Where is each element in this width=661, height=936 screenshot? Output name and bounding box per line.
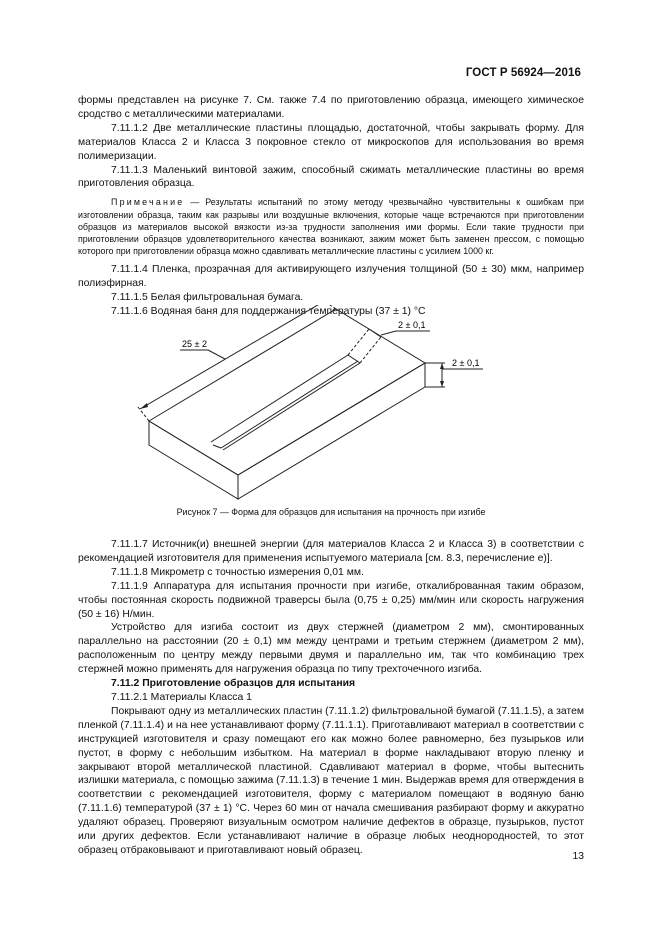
length-ext-2 [318, 305, 336, 309]
slot-edge-4 [213, 445, 221, 448]
mold-right-face [238, 363, 425, 499]
slot-edge-1 [211, 355, 348, 442]
paragraph-7-11-1-2: 7.11.1.2 Две металлические пластины площадью, достаточной, чтобы закрывать форму. Для материалов Класса 2 и Класса 3 покровное стекло от микроскопов для использования во время полимеризации. [78, 122, 584, 162]
dim-height-label: 2 ± 0,1 [452, 358, 480, 368]
note-paragraph [78, 196, 584, 257]
length-dim-line [140, 305, 328, 409]
paragraph-7-11-1-7: 7.11.1.7 Источник(и) внешней энергии (для материалов Класса 2 и Класса 3) в соответствии с рекомендацией изготовителя для применения испытуемого материала [см. 8.3, перечисление е)]. [78, 539, 584, 564]
mold-front-face [149, 421, 238, 499]
paragraph-7-11-1-9: 7.11.1.9 Аппаратура для испытания прочности при изгибе, откалиброванная таким образом, чтобы постоянная скорость подвижной траверсы была (0,75 ± 0,25) мм/мин или скорость нагружения (50 ± 16) Н/мин. [78, 580, 584, 620]
paragraph-7-11-1-5: 7.11.1.5 Белая фильтровальная бумага. [111, 292, 304, 304]
width-leader [381, 331, 396, 335]
height-arrow-bottom [440, 381, 444, 387]
length-ext-1 [138, 407, 149, 421]
paragraph-7-11-1-4: 7.11.1.4 Пленка, прозрачная для активирующего излучения толщиной (50 ± 30) мкм, например полиэфирная. [78, 264, 584, 290]
slot-edge-3 [223, 363, 360, 450]
paragraph-class1-procedure: Покрывают одну из металлических пластин (7.11.1.2) фильтровальной бумагой (7.11.1.5), а затем пленкой (7.11.1.4) и на нее устанавливают форму (7.11.1.1). Приготавливают материал в соответствии с инструкцией изготовителя и сразу помещают его как можно более равномерно, без пузырьков или пустот, в форму с небольшим избытком. На материал в форме накладывают вторую пленку и закрывают второй металлической пластиной. Сдавливают материал в форме, чтобы вытеснить излишки материала, с помощью зажима (7.11.1.3) в течение 1 мин. Выдержав время для отверждения в соответствии с рекомендацией изготовителя, форму с материалом помещают в водяную баню (7.11.1.6) температурой (37 ± 1) °С. Через 60 мин от начала смешивания разбирают форму и аккуратно удаляют образец. Проверяют визуальным осмотром наличие дефектов в образце, пузырьков, пустот или других дефектов. Если устанавливают наличие в образце любых неоднородностей, то этот образец отбраковывают и приготавливают новый образец. [78, 705, 584, 856]
note-label: Примечание [111, 197, 185, 208]
width-dim-line [369, 329, 381, 337]
width-ext-2 [360, 337, 381, 363]
width-ext-1 [348, 329, 369, 355]
text-block-top [78, 94, 584, 319]
length-arrow-1 [140, 403, 148, 409]
page-number: 13 [572, 851, 584, 862]
paragraph-7-11-2-1: 7.11.2.1 Материалы Класса 1 [111, 691, 252, 703]
paragraph-7-11-1-3: 7.11.1.3 Маленький винтовой зажим, способный сжимать металлические пластины во время приготовления образца. [78, 164, 584, 190]
note-text: — Результаты испытаний по этому методу чрезвычайно чувствительны к ошибкам при изготовлении образца, таким как разрывы или воздушные включения, которые чаще встречаются при приготовлении образцов из материалов высокой вязкости из-за трудности заполнения ими формы. Если такие трудности при приготовлении образцов удовлетворительного качества возникают, зажим может быть заменен прессом, с помощью которого при приготовлении образца можно сдавливать металлические пластины с усилием 1000 кг. [78, 197, 584, 257]
figure-caption: Рисунок 7 — Форма для образцов для испытания на прочность при изгибе [176, 507, 486, 517]
mold-figure [78, 305, 584, 505]
paragraph-7-11-1-8: 7.11.1.8 Микрометр с точностью измерения 0,01 мм. [111, 566, 364, 578]
standard-header: ГОСТ Р 56924—2016 [465, 67, 581, 79]
dim-width-label: 2 ± 0,1 [398, 320, 426, 330]
text-block-bottom [78, 538, 584, 858]
section-heading-7-11-2: 7.11.2 Приготовление образцов для испытания [111, 678, 356, 690]
slot-edge-2 [221, 361, 358, 448]
slot-end [348, 355, 360, 363]
height-arrow-top [440, 363, 444, 369]
dim-length-label: 25 ± 2 [182, 339, 207, 349]
paragraph-form-continued: формы представлен на рисунке 7. См. также 7.4 по приготовлению образца, имеющего химическое сродство с металлическими материалами. [78, 95, 584, 120]
paragraph-7-11-1-6: 7.11.1.6 Водяная баня для поддержания температуры (37 ± 1) °С [111, 306, 426, 318]
paragraph-bending-device: Устройство для изгиба состоит из двух стержней (диаметром 2 мм), смонтированных параллельно на расстоянии (20 ± 0,1) мм между центрами и третьим стержнем (диаметром 2 мм), расположенным по центру между первыми двумя и параллельно им, так что комбинацию трех стержней можно применять для нагружения образца по типу трехточечного изгиба. [78, 622, 584, 676]
length-leader [208, 350, 225, 359]
